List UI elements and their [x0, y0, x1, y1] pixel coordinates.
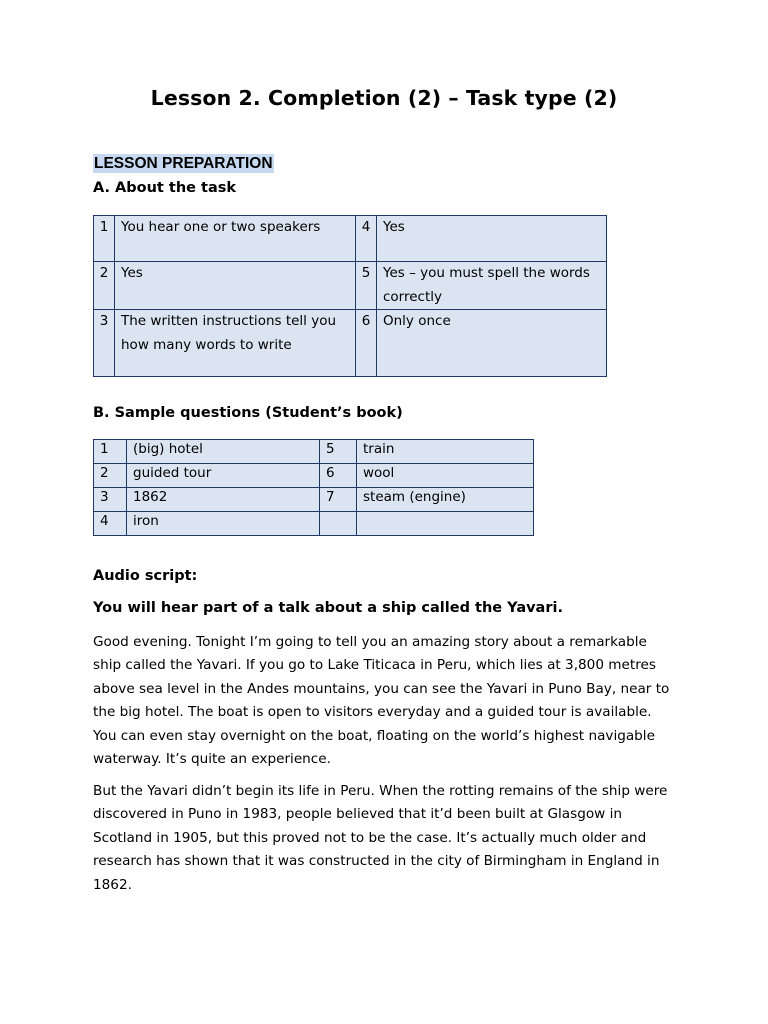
- table-cell-number: 2: [94, 464, 127, 488]
- table-cell-answer: (big) hotel: [127, 440, 320, 464]
- page-title: Lesson 2. Completion (2) – Task type (2): [150, 86, 618, 110]
- table-row: [94, 464, 534, 488]
- table-cell-number: 1: [94, 216, 115, 262]
- table-cell-number: 4: [94, 512, 127, 536]
- table-cell-answer: [357, 512, 534, 536]
- table-cell-number: 5: [320, 440, 357, 464]
- table-cell-answer: The written instructions tell you how many words to write: [115, 310, 356, 377]
- table-cell-answer: steam (engine): [357, 488, 534, 512]
- table-cell-number: 1: [94, 440, 127, 464]
- table-row: [94, 440, 534, 464]
- table-cell-number: [320, 512, 357, 536]
- table-row: [94, 488, 534, 512]
- section-heading: LESSON PREPARATION: [94, 155, 273, 172]
- table-cell-answer: train: [357, 440, 534, 464]
- table-cell-answer: iron: [127, 512, 320, 536]
- table-cell-number: 4: [356, 216, 377, 262]
- table-cell-answer: Yes: [115, 262, 356, 310]
- about-task-table: [93, 215, 607, 377]
- part-b-heading: B. Sample questions (Student’s book): [93, 405, 403, 421]
- table-cell-answer: Yes: [377, 216, 607, 262]
- table-cell-answer: 1862: [127, 488, 320, 512]
- sample-questions-table: [93, 439, 534, 536]
- part-a-heading: A. About the task: [93, 180, 237, 196]
- table-cell-number: 2: [94, 262, 115, 310]
- table-cell-number: 7: [320, 488, 357, 512]
- audio-script-heading: Audio script:: [93, 568, 198, 584]
- table-cell-answer: You hear one or two speakers: [115, 216, 356, 262]
- table-row: [94, 512, 534, 536]
- table-cell-number: 3: [94, 310, 115, 377]
- table-row: [94, 310, 607, 377]
- table-cell-number: 6: [320, 464, 357, 488]
- table-cell-number: 6: [356, 310, 377, 377]
- table-row: [94, 262, 607, 310]
- table-row: [94, 216, 607, 262]
- table-cell-answer: wool: [357, 464, 534, 488]
- audio-intro: You will hear part of a talk about a ship called the Yavari.: [93, 600, 563, 616]
- table-cell-answer: Only once: [377, 310, 607, 377]
- script-paragraph: Good evening. Tonight I’m going to tell you an amazing story about a remarkable ship called the Yavari. If you go to Lake Titicaca in Peru, which lies at 3,800 metres above sea level in the Andes mountains, you can see the Yavari in Puno Bay, near to the big hotel. The boat is open to visitors everyday and a guided tour is available. You can even stay overnight on the boat, floating on the world’s highest navigable waterway. It’s quite an experience.: [93, 634, 670, 768]
- table-cell-number: 3: [94, 488, 127, 512]
- script-paragraph: But the Yavari didn’t begin its life in Peru. When the rotting remains of the ship were discovered in Puno in 1983, people believed that it’d been built at Glasgow in Scotland in 1905, but this proved not to be the case. It’s actually much older and research has shown that it was constructed in the city of Birmingham in England in 1862.: [93, 783, 668, 893]
- table-cell-number: 5: [356, 262, 377, 310]
- table-cell-answer: guided tour: [127, 464, 320, 488]
- table-cell-answer: Yes – you must spell the words correctly: [377, 262, 607, 310]
